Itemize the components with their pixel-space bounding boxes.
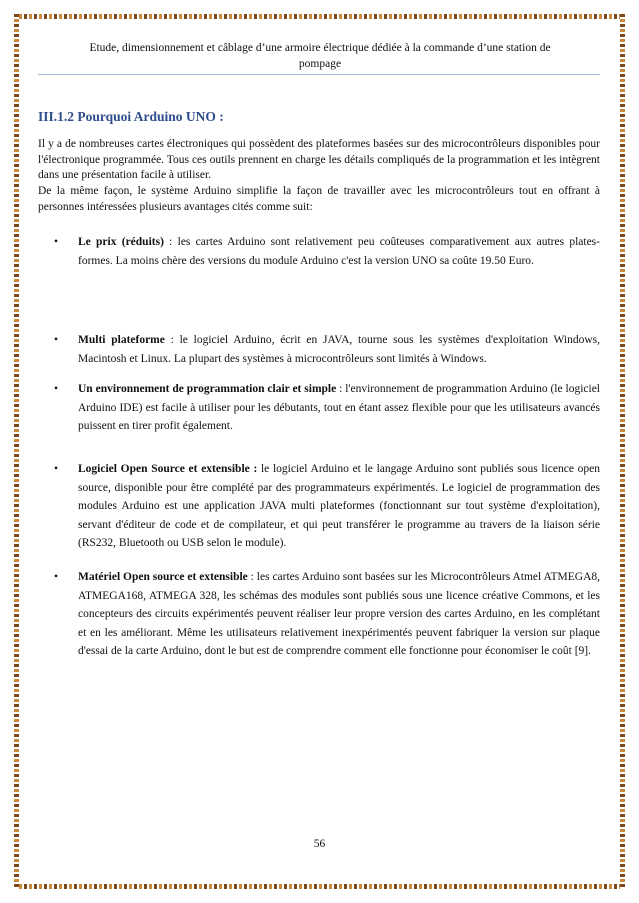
list-item-title: Matériel Open source et extensible [78, 571, 248, 583]
list-item-title: Logiciel Open Source et extensible : [78, 463, 258, 475]
list-item-logiciel-open-source [54, 460, 600, 553]
list-item-prix [54, 233, 600, 270]
page-border-left [14, 14, 19, 889]
list-item-text: : l'environnement de programmation Arduino (le logiciel Arduino IDE) est facile à utiliser pour les débutants, tout en étant assez flexible pour que les utilisateurs avancés puissent en tirer profit également. [78, 383, 600, 432]
header-rule [38, 74, 600, 75]
list-item-text: : le logiciel Arduino, écrit en JAVA, tourne sous les systèmes d'exploitation Windows, Macintosh et Linux. La plupart des systèmes à microcontrôleurs sont limités à Windows. [78, 334, 600, 365]
page-border-right [620, 14, 625, 889]
intro-paragraph-1: Il y a de nombreuses cartes électroniques qui possèdent des plateformes basées sur des microcontrôleurs disponibles pour l'électronique programmée. Tous ces outils prennent en charge les détails compliqués de la programmation et les intègrent dans une présentation facile à utiliser. [38, 138, 600, 181]
running-header [40, 40, 600, 72]
page-border-bottom [14, 884, 625, 889]
bullet-icon: • [54, 383, 59, 395]
intro-paragraph-2: De la même façon, le système Arduino simplifie la façon de travailler avec les microcontrôleurs tout en offrant à personnes intéressées plusieurs avantages cités comme suit: [38, 185, 600, 213]
list-item-title: Un environnement de programmation clair et simple [78, 383, 337, 395]
header-line-1: Etude, dimensionnement et câblage d’une armoire électrique dédiée à la commande d’une station de [89, 42, 551, 54]
list-item-materiel-open-source [54, 568, 600, 661]
bullet-icon: • [54, 236, 59, 248]
list-item-title: Multi plateforme [78, 334, 165, 346]
bullet-icon: • [54, 571, 59, 583]
list-item-text: : les cartes Arduino sont relativement peu coûteuses comparativement aux autres plates-formes. La moins chère des versions du module Arduino c'est la version UNO sa coûte 19.50 Euro. [78, 236, 600, 267]
page-number: 56 [313, 838, 326, 850]
header-line-2: pompage [298, 58, 342, 70]
bullet-icon: • [54, 463, 59, 475]
list-item-text: le logiciel Arduino et le langage Arduino sont publiés sous licence open source, disponible pour être complété par des programmateurs expérimentés. Le logiciel de programmation des modules Arduino est une application JAVA multi plateformes (fonctionnant sur tout système d'exploitation), servant d'éditeur de code et de compilateur, et qui peut transférer le programme au travers de la liaison série (RS232, Bluetooth ou USB selon le module). [78, 463, 600, 549]
bullet-icon: • [54, 334, 59, 346]
list-item-multi-plateforme [54, 331, 600, 368]
list-item-environnement [54, 380, 600, 436]
list-item-text: : les cartes Arduino sont basées sur les Microcontrôleurs Atmel ATMEGA8, ATMEGA168, ATMEGA 328, les schémas des modules sont publiés sous une licence créative Commons, et les concepteurs des circuits expérimentés peuvent réaliser leur propre version des cartes Arduino, en les complétant et en les améliorant. Même les utilisateurs relativement inexpérimentés peuvent fabriquer la version sur plaque d'essai de la carte Arduino, dont le but est de comprendre comment elle fonctionne pour économiser le coût [9]. [78, 571, 601, 657]
section-title: III.1.2 Pourquoi Arduino UNO : [38, 109, 224, 124]
page-border-top [14, 14, 625, 19]
list-item-title: Le prix (réduits) [78, 236, 164, 248]
